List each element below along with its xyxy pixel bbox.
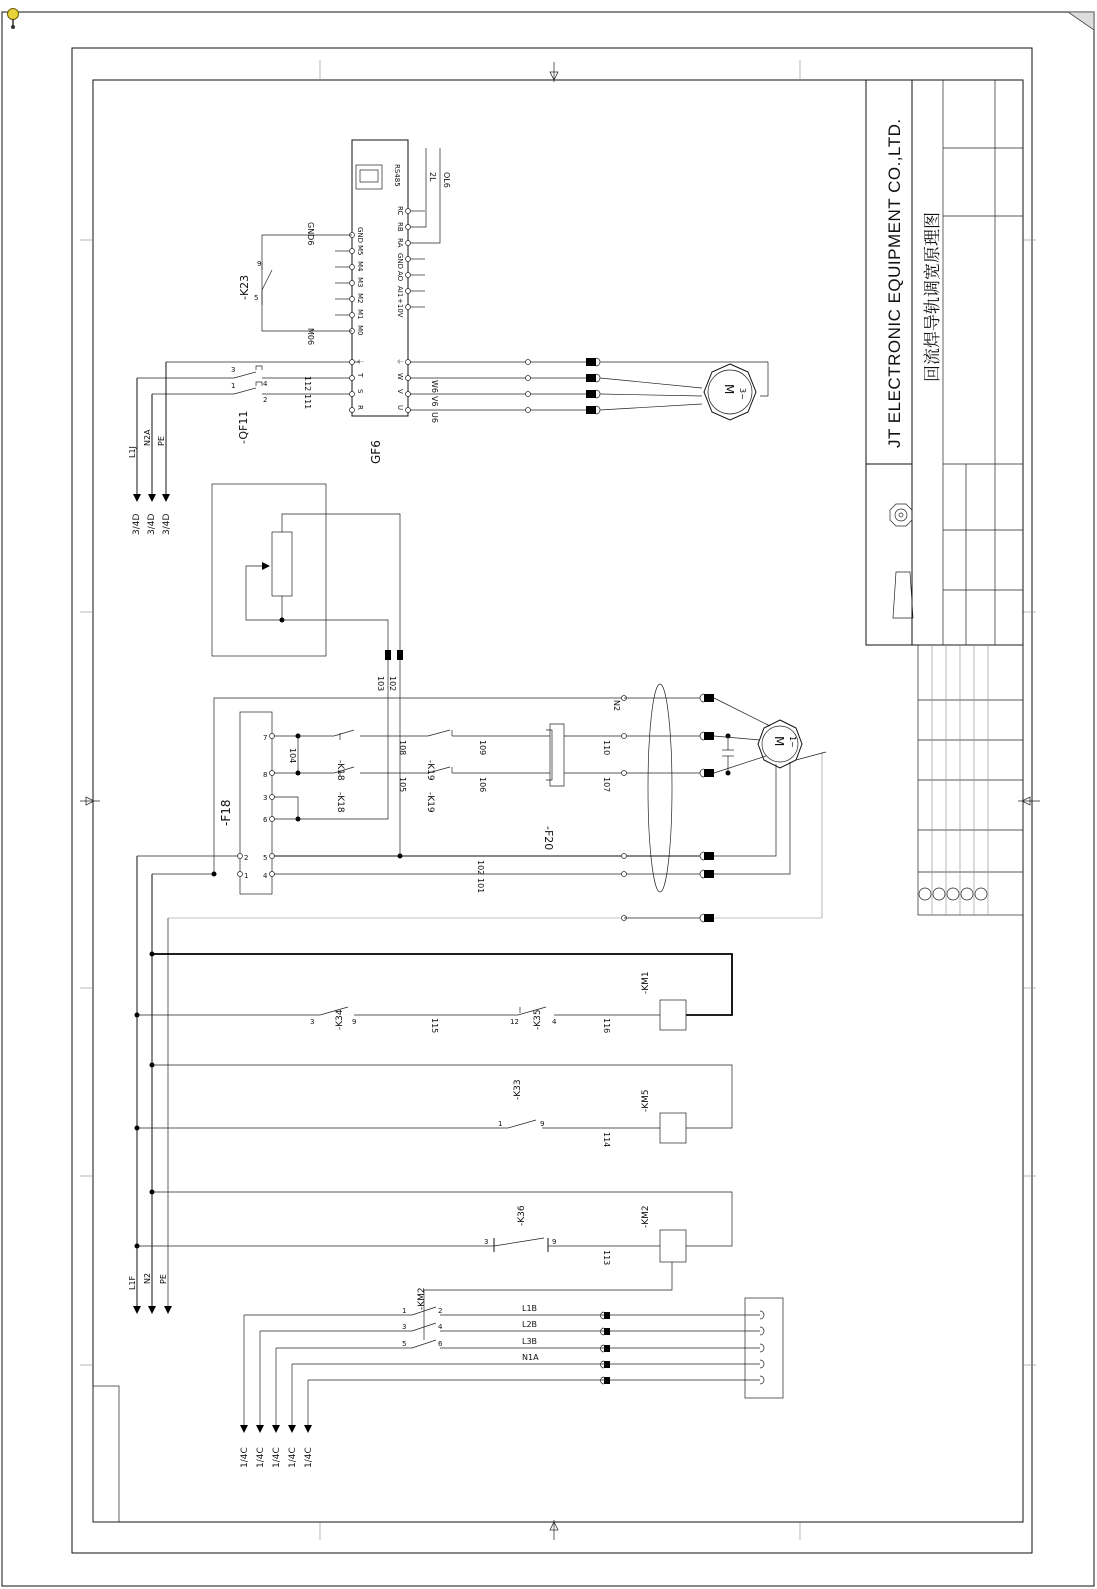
- svg-text:9: 9: [540, 1120, 545, 1128]
- label-k35: -K35: [533, 1009, 543, 1030]
- svg-text:1: 1: [231, 382, 236, 390]
- svg-text:4: 4: [552, 1018, 557, 1026]
- label-103: 103: [376, 676, 385, 692]
- svg-text:GND: GND: [356, 227, 364, 244]
- label-m06: M06: [306, 328, 315, 346]
- ref-1-4c-2: 1/4C: [256, 1447, 266, 1468]
- ref-1-4c-5: 1/4C: [304, 1447, 314, 1468]
- svg-text:W: W: [396, 373, 404, 380]
- label-k18-upper: -K18: [335, 760, 345, 781]
- label-n2-bottom: N2: [143, 1272, 152, 1284]
- label-l1j: L1J: [128, 446, 137, 458]
- ref-1-4c-3: 1/4C: [272, 1447, 282, 1468]
- svg-text:8: 8: [263, 771, 268, 779]
- svg-text:AO: AO: [396, 271, 404, 282]
- svg-text:M1: M1: [356, 309, 364, 320]
- svg-text:9: 9: [352, 1018, 357, 1026]
- label-112: 112: [303, 376, 312, 392]
- label-101: 101: [476, 878, 485, 894]
- svg-text:4: 4: [263, 380, 268, 388]
- label-km5: -KM5: [641, 1089, 651, 1112]
- label-116: 116: [602, 1018, 611, 1034]
- label-k19-upper: -K19: [425, 760, 435, 781]
- svg-text:⏚: ⏚: [396, 358, 404, 365]
- label-l3b: L3B: [522, 1337, 538, 1346]
- label-k23: -K23: [238, 274, 251, 300]
- svg-text:M2: M2: [356, 293, 364, 304]
- label-qf11: -QF11: [237, 410, 250, 444]
- label-l1f: L1F: [128, 1275, 137, 1290]
- svg-text:6: 6: [263, 816, 268, 824]
- label-pe-top: PE: [157, 436, 166, 446]
- svg-text:1: 1: [402, 1307, 407, 1315]
- label-f18: -F18: [219, 799, 233, 826]
- svg-text:T: T: [356, 373, 364, 378]
- svg-text:7: 7: [263, 734, 268, 742]
- label-l1b: L1B: [522, 1304, 538, 1313]
- svg-text:12: 12: [510, 1018, 519, 1026]
- label-k19-lower: -K19: [425, 792, 435, 813]
- svg-text:RB: RB: [396, 222, 404, 232]
- label-l2b: L2B: [522, 1320, 538, 1329]
- svg-text:+10V: +10V: [396, 298, 404, 318]
- label-u6: U6: [430, 412, 439, 423]
- label-km2-main: -KM2: [417, 1287, 427, 1310]
- svg-text:M: M: [772, 736, 786, 747]
- svg-text:V: V: [396, 389, 404, 394]
- svg-text:M4: M4: [356, 261, 364, 272]
- label-111: 111: [303, 394, 312, 410]
- ref-3-4d-3: 3/4D: [162, 513, 172, 535]
- svg-text:2: 2: [438, 1307, 443, 1315]
- svg-text:U: U: [396, 405, 404, 411]
- label-102a: 102: [388, 676, 397, 692]
- ref-3-4d-2: 3/4D: [147, 513, 157, 535]
- label-106: 106: [478, 777, 487, 793]
- label-rs485: RS485: [393, 164, 401, 187]
- label-102b: 102: [476, 860, 485, 876]
- label-109: 109: [478, 740, 487, 756]
- svg-text:M5: M5: [356, 245, 364, 256]
- svg-text:9: 9: [257, 260, 262, 268]
- label-n2: N2: [612, 700, 621, 712]
- svg-text:1: 1: [498, 1120, 503, 1128]
- label-f20: -F20: [542, 826, 555, 851]
- label-pe-bottom: PE: [159, 1274, 168, 1284]
- svg-text:RA: RA: [396, 238, 404, 248]
- svg-text:3: 3: [263, 794, 268, 802]
- svg-text:3: 3: [231, 366, 236, 374]
- label-108: 108: [398, 740, 407, 756]
- svg-text:2: 2: [263, 396, 268, 404]
- label-k34: -K34: [335, 1009, 345, 1030]
- svg-text:⏚: ⏚: [356, 358, 364, 365]
- svg-text:3: 3: [310, 1018, 315, 1026]
- label-w6: W6: [430, 380, 439, 393]
- svg-text:5: 5: [263, 854, 268, 862]
- drawing-title: 回流焊导轨调宽原理图: [923, 212, 943, 382]
- svg-text:GND: GND: [396, 253, 404, 270]
- svg-text:M: M: [722, 384, 736, 395]
- svg-text:R: R: [356, 405, 364, 410]
- label-104: 104: [288, 748, 297, 764]
- label-km1: -KM1: [641, 971, 651, 994]
- label-k36: -K36: [517, 1205, 527, 1226]
- label-ol6: OL6: [442, 172, 451, 188]
- company-name: JT ELECTRONIC EQUIPMENT CO.,LTD.: [885, 118, 904, 448]
- svg-text:M3: M3: [356, 277, 364, 288]
- label-km2-coil: -KM2: [641, 1205, 651, 1228]
- svg-text:1: 1: [244, 872, 249, 880]
- label-114: 114: [602, 1132, 611, 1148]
- svg-text:9: 9: [552, 1238, 557, 1246]
- svg-text:3~: 3~: [738, 388, 747, 400]
- svg-text:M0: M0: [356, 325, 364, 336]
- svg-text:3: 3: [484, 1238, 489, 1246]
- label-n2a: N2A: [143, 429, 152, 446]
- svg-text:3: 3: [402, 1323, 407, 1331]
- label-110: 110: [602, 740, 611, 756]
- label-2l: 2L: [428, 172, 437, 182]
- ref-1-4c-1: 1/4C: [240, 1447, 250, 1468]
- svg-text:S: S: [356, 389, 364, 394]
- label-gnd6: GND6: [306, 222, 315, 246]
- ref-3-4d-1: 3/4D: [132, 513, 142, 535]
- label-n1a: N1A: [522, 1353, 539, 1362]
- ref-1-4c-4: 1/4C: [288, 1447, 298, 1468]
- svg-text:5: 5: [402, 1340, 407, 1348]
- svg-text:1~: 1~: [788, 736, 797, 748]
- label-v6: V6: [430, 396, 439, 407]
- svg-text:4: 4: [263, 872, 268, 880]
- label-gf6: GF6: [369, 440, 383, 464]
- label-115: 115: [430, 1018, 439, 1034]
- label-113: 113: [602, 1250, 611, 1266]
- svg-text:AI1: AI1: [396, 286, 404, 298]
- label-k33: -K33: [513, 1079, 523, 1100]
- svg-text:6: 6: [438, 1340, 443, 1348]
- svg-text:5: 5: [254, 294, 259, 302]
- label-105: 105: [398, 777, 407, 793]
- label-107: 107: [602, 777, 611, 793]
- svg-text:4: 4: [438, 1323, 443, 1331]
- svg-text:RC: RC: [396, 206, 404, 216]
- label-k18-lower: -K18: [335, 792, 345, 813]
- svg-text:2: 2: [244, 854, 249, 862]
